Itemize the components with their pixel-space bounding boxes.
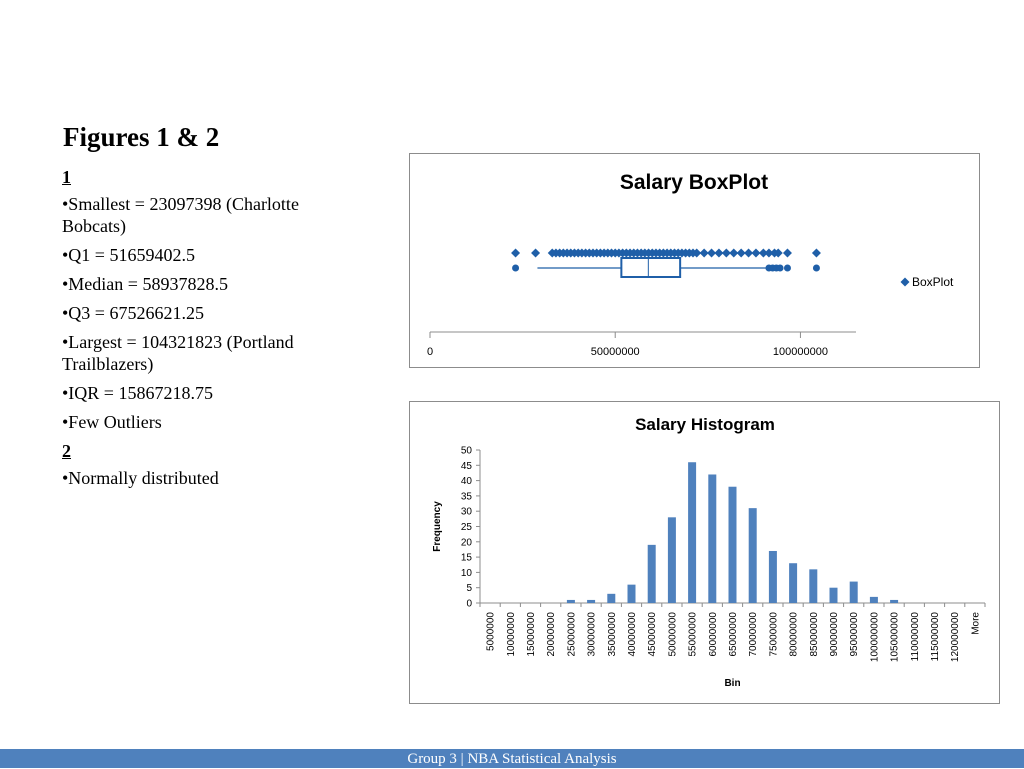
boxplot-x-tick-label: 100000000 xyxy=(772,346,828,358)
histogram-bar xyxy=(809,569,817,603)
histogram-x-tick-label: 15000000 xyxy=(526,612,537,657)
boxplot-svg xyxy=(410,154,979,367)
histogram-x-tick-label: 95000000 xyxy=(849,612,861,657)
histogram-y-tick-label: 35 xyxy=(460,491,472,503)
boxplot-chart xyxy=(409,153,980,368)
histogram-x-tick-label: 70000000 xyxy=(748,612,760,657)
histogram-bar xyxy=(870,597,878,603)
histogram-y-tick-label: 25 xyxy=(460,522,472,533)
histogram-x-tick-label: 65000000 xyxy=(728,612,739,657)
histogram-y-tick-label: 0 xyxy=(466,598,472,610)
histogram-x-tick-label: 75000000 xyxy=(768,612,780,657)
histogram-x-tick-label: 25000000 xyxy=(566,612,578,657)
boxplot-data-point xyxy=(511,249,520,258)
histogram-x-tick-label: 120000000 xyxy=(950,612,962,663)
histogram-svg xyxy=(410,402,999,703)
histogram-bar xyxy=(607,594,615,603)
histogram-x-tick-label: 10000000 xyxy=(505,612,517,657)
histogram-chart xyxy=(409,401,1000,704)
histogram-y-tick-label: 20 xyxy=(460,537,472,549)
histogram-x-tick-label: 85000000 xyxy=(808,612,820,657)
histogram-bar xyxy=(567,600,575,603)
boxplot-data-point xyxy=(812,249,821,258)
histogram-y-tick-label: 50 xyxy=(460,445,472,457)
slide-title: Figures 1 & 2 xyxy=(63,122,220,152)
section-heading-1: 1 xyxy=(62,167,71,187)
histogram-x-tick-label: 45000000 xyxy=(647,612,659,657)
bullet-list xyxy=(62,166,362,496)
histogram-bar xyxy=(830,588,838,603)
bullet-smallest: •Smallest = 23097398 (Charlotte Bobcats) xyxy=(62,194,299,236)
histogram-x-tick-label: 30000000 xyxy=(586,612,598,657)
histogram-y-tick-label: 10 xyxy=(460,567,472,579)
histogram-title: Salary Histogram xyxy=(635,415,775,434)
histogram-x-tick-label: 80000000 xyxy=(788,612,800,657)
bullet-q3: •Q3 = 67526621.25 xyxy=(62,303,204,323)
histogram-x-tick-label: 35000000 xyxy=(606,612,618,657)
histogram-x-tick-label: 110000000 xyxy=(909,612,921,662)
histogram-bar xyxy=(668,517,676,603)
histogram-y-tick-label: 5 xyxy=(466,583,472,595)
boxplot-outlier xyxy=(784,265,791,272)
section-heading-2: 2 xyxy=(62,441,71,461)
histogram-x-tick-label: 55000000 xyxy=(687,612,699,657)
boxplot-title: Salary BoxPlot xyxy=(619,171,769,194)
histogram-x-tick-label: 115000000 xyxy=(930,612,941,662)
histogram-x-tick-label: 5000000 xyxy=(485,612,497,651)
boxplot-legend-marker xyxy=(901,278,910,287)
histogram-bar xyxy=(749,508,757,603)
boxplot-box xyxy=(621,258,680,277)
boxplot-data-point xyxy=(783,249,792,258)
bullet-q1: •Q1 = 51659402.5 xyxy=(62,245,195,265)
histogram-x-tick-label: More xyxy=(970,612,982,635)
boxplot-outlier xyxy=(813,265,820,272)
histogram-x-tick-label: 100000000 xyxy=(869,612,881,663)
histogram-bar xyxy=(769,551,777,603)
footer-text: Group 3 | NBA Statistical Analysis xyxy=(407,751,617,767)
bullet-largest: •Largest = 104321823 (Portland Trailblazers) xyxy=(62,332,294,374)
histogram-x-tick-label: 40000000 xyxy=(627,612,638,657)
boxplot-data-point xyxy=(531,249,540,258)
bullet-distribution: •Normally distributed xyxy=(62,468,219,488)
histogram-bar xyxy=(648,545,656,603)
histogram-bar xyxy=(628,585,636,603)
histogram-y-axis-label: Frequency xyxy=(432,501,443,552)
histogram-x-tick-label: 20000000 xyxy=(546,612,558,657)
histogram-x-tick-label: 60000000 xyxy=(707,612,719,657)
bullet-outliers: •Few Outliers xyxy=(62,412,162,432)
histogram-bar xyxy=(729,487,737,603)
boxplot-legend-label: BoxPlot xyxy=(912,275,954,289)
boxplot-x-tick-label: 50000000 xyxy=(590,346,640,358)
boxplot-outlier xyxy=(777,265,784,272)
histogram-y-tick-label: 15 xyxy=(460,552,472,564)
histogram-bar xyxy=(890,600,898,603)
histogram-bar xyxy=(789,563,797,603)
bullet-iqr: •IQR = 15867218.75 xyxy=(62,383,213,403)
histogram-bar xyxy=(850,582,858,603)
histogram-x-tick-label: 90000000 xyxy=(829,612,840,657)
boxplot-x-tick-label: 0 xyxy=(426,346,434,358)
histogram-y-tick-label: 30 xyxy=(460,506,472,518)
histogram-x-axis-label: Bin xyxy=(724,678,741,689)
histogram-y-tick-label: 45 xyxy=(460,460,472,472)
bullet-median: •Median = 58937828.5 xyxy=(62,274,228,294)
histogram-x-tick-label: 50000000 xyxy=(667,612,679,657)
histogram-x-tick-label: 105000000 xyxy=(889,612,901,663)
histogram-bar xyxy=(708,474,716,603)
histogram-bar xyxy=(688,462,696,603)
histogram-y-tick-label: 40 xyxy=(460,476,472,488)
histogram-bar xyxy=(587,600,595,603)
boxplot-outlier xyxy=(512,265,519,272)
